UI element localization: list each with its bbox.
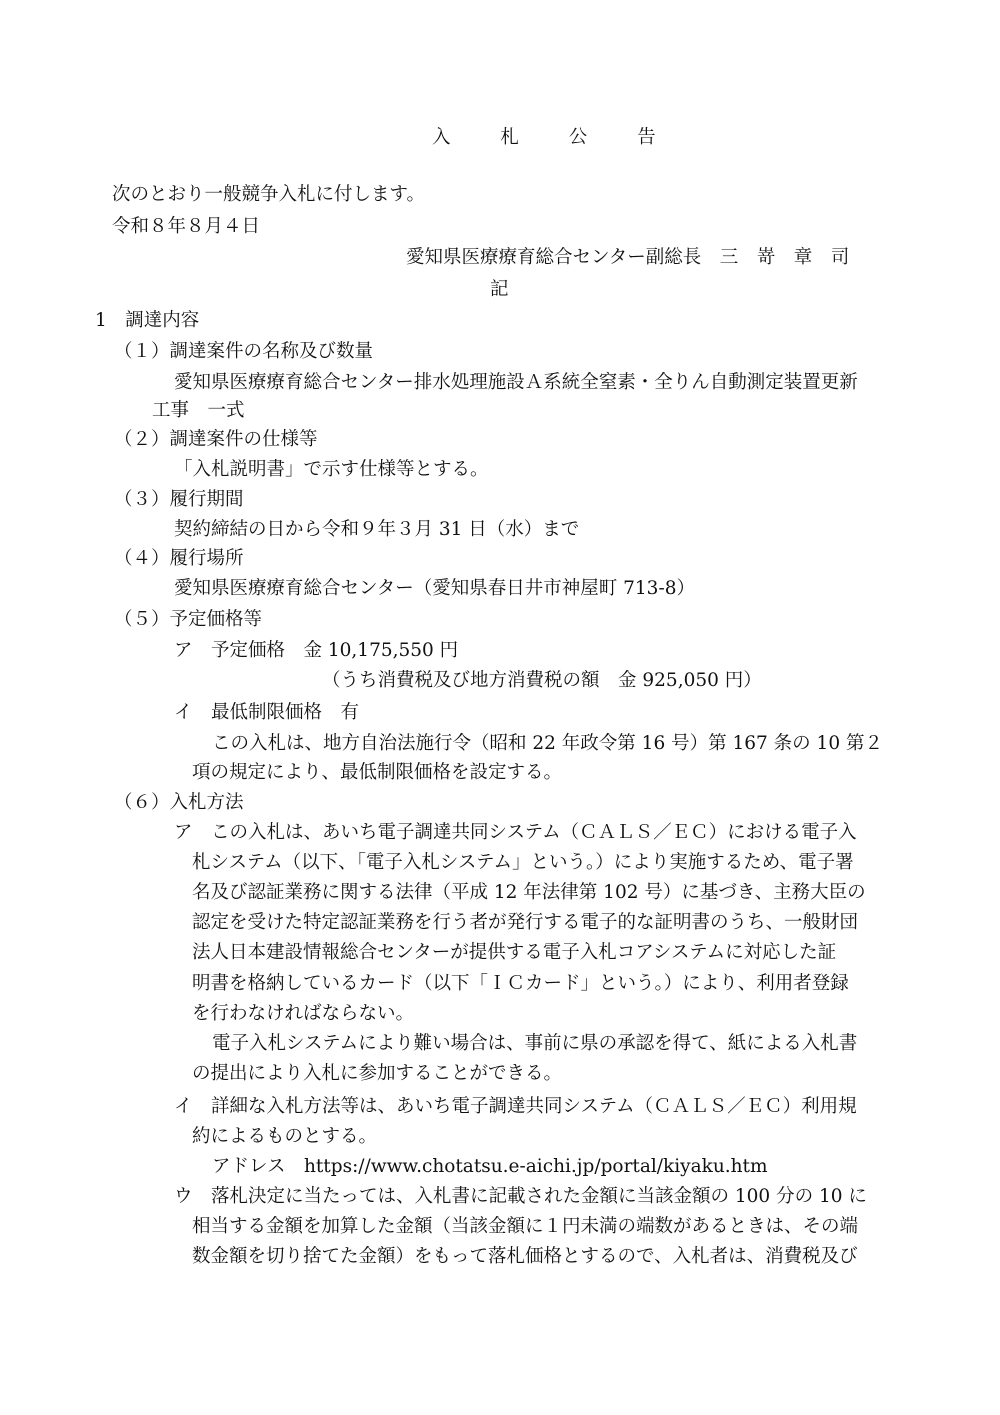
item-body-line: イ 最低制限価格 有: [174, 702, 360, 723]
item-body-line: （うち消費税及び地方消費税の額 金 925,050 円）: [322, 670, 762, 691]
item-body-line: 約によるものとする。: [192, 1126, 378, 1147]
item-body-line: ア 予定価格 金 10,175,550 円: [174, 640, 459, 661]
item-body-line: ア この入札は、あいち電子調達共同システム（ＣＡＬＳ／ＥＣ）における電子入: [174, 822, 857, 843]
item-body-line: 相当する金額を加算した金額（当該金額に１円未満の端数があるときは、その端: [192, 1216, 859, 1237]
item-heading: （４）履行場所: [114, 548, 244, 569]
item-body-line: 工事 一式: [152, 400, 245, 421]
section-heading: 1 調達内容: [95, 310, 200, 331]
item-body-line: 認定を受けた特定認証業務を行う者が発行する電子的な証明書のうち、一般財団: [192, 912, 859, 933]
ki-heading: 記: [490, 279, 509, 300]
url-line: アドレス https://www.chotatsu.e-aichi.jp/portal/kiyaku.htm: [212, 1156, 768, 1177]
issuer-line: 愛知県医療療育総合センター副総長 三 嵜 章 司: [406, 247, 850, 268]
item-heading: （１）調達案件の名称及び数量: [114, 341, 374, 362]
item-heading: （３）履行期間: [114, 489, 244, 510]
intro-text: 次のとおり一般競争入札に付します。: [112, 184, 426, 205]
item-heading: （２）調達案件の仕様等: [114, 429, 318, 450]
item-heading: （６）入札方法: [114, 792, 244, 813]
item-body-line: ウ 落札決定に当たっては、入札書に記載された金額に当該金額の 100 分の 10 に: [174, 1186, 867, 1207]
item-body-line: 数金額を切り捨てた金額）をもって落札価格とするので、入札者は、消費税及び: [192, 1246, 858, 1267]
item-body-line: 契約締結の日から令和９年３月 31 日（水）まで: [174, 519, 580, 540]
item-body-line: 法人日本建設情報総合センターが提供する電子入札コアシステムに対応した証: [192, 942, 837, 963]
item-body-line: 札システム（以下、「電子入札システム」という。）により実施するため、電子署: [192, 852, 854, 873]
document-title: 入 札 公 告: [432, 127, 678, 148]
item-body-line: 愛知県医療療育総合センター（愛知県春日井市神屋町 713-8）: [174, 578, 695, 599]
item-body-line: イ 詳細な入札方法等は、あいち電子調達共同システム（ＣＡＬＳ／ＥＣ）利用規: [174, 1096, 857, 1117]
item-body-line: 電子入札システムにより難い場合は、事前に県の承認を得て、紙による入札書: [212, 1033, 858, 1054]
item-body-line: この入札は、地方自治法施行令（昭和 22 年政令第 16 号）第 167 条の 10 第２: [212, 733, 883, 754]
item-heading: （５）予定価格等: [114, 609, 263, 630]
item-body-line: 項の規定により、最低制限価格を設定する。: [192, 762, 563, 783]
item-body-line: 明書を格納しているカード（以下「ＩＣカード」という。）により、利用者登録: [192, 973, 849, 994]
item-body-line: の提出により入札に参加することができる。: [192, 1063, 563, 1084]
item-body-line: 「入札説明書」で示す仕様等とする。: [174, 459, 489, 480]
item-body-line: 愛知県医療療育総合センター排水処理施設Ａ系統全窒素・全りん自動測定装置更新: [174, 372, 858, 393]
item-body-line: 名及び認証業務に関する法律（平成 12 年法律第 102 号）に基づき、主務大臣の: [192, 882, 866, 903]
notice-date: 令和８年８月４日: [112, 216, 261, 237]
item-body-line: を行わなければならない。: [192, 1003, 415, 1024]
